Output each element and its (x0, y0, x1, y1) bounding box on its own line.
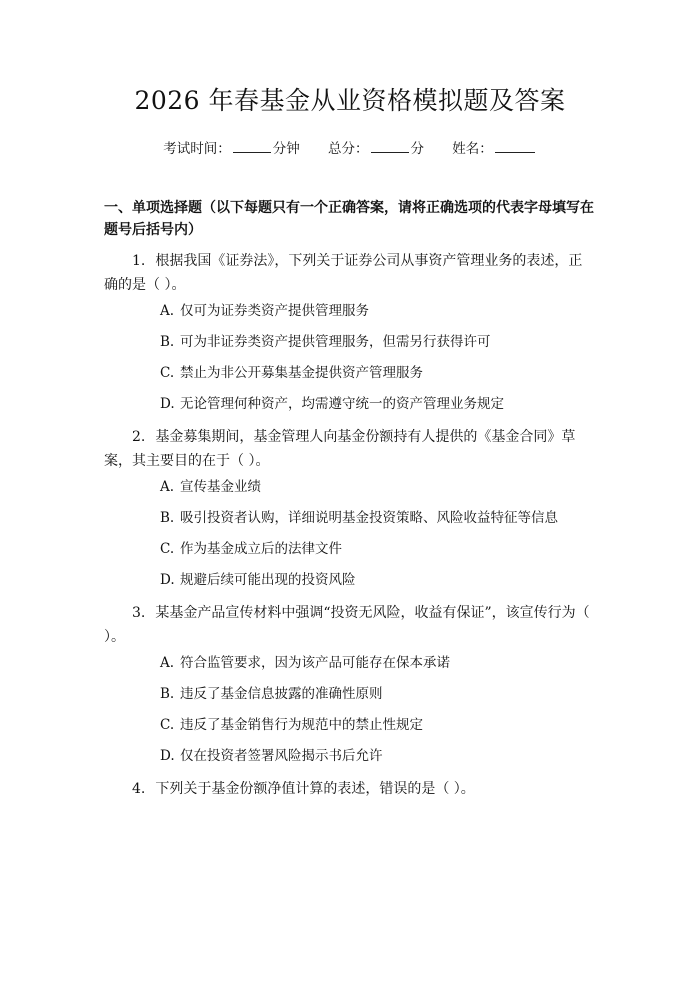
question-number: 4. (132, 781, 146, 797)
question-number: 3. (132, 605, 146, 621)
exam-name-blank (495, 138, 535, 153)
exam-time (163, 138, 300, 159)
option-letter: A. (160, 655, 175, 671)
exam-score-unit: 分 (410, 141, 424, 157)
option-letter: C. (160, 365, 175, 381)
page-title: 2026 年春基金从业资格模拟题及答案 (134, 86, 566, 115)
option-letter: A. (160, 303, 175, 319)
option-text: 规避后续可能出现的投资风险 (180, 572, 356, 588)
question-text (104, 777, 596, 801)
option-text: 作为基金成立后的法律文件 (180, 541, 342, 557)
option-text: 无论管理何种资产，均需遵守统一的资产管理业务规定 (180, 396, 504, 412)
exam-name (452, 138, 537, 159)
exam-meta (104, 138, 596, 159)
option-item (160, 715, 596, 735)
option-item (160, 477, 596, 497)
exam-page (0, 84, 700, 989)
option-letter: B. (160, 334, 175, 350)
option-text: 宣传基金业绩 (180, 479, 261, 495)
section-title: 一、单项选择题（以下每题只有一个正确答案，请将正确选项的代表字母填写在题号后括号内） (104, 200, 594, 238)
question-stem: 某基金产品宣传材料中强调“投资无风险，收益有保证”，该宣传行为（ ）。 (104, 605, 590, 645)
question-block (104, 249, 596, 414)
option-item (160, 746, 596, 766)
exam-score-blank (371, 138, 409, 153)
option-item (160, 394, 596, 414)
option-text: 吸引投资者认购，详细说明基金投资策略、风险收益特征等信息 (180, 510, 558, 526)
option-item (160, 508, 596, 528)
option-letter: C. (160, 717, 175, 733)
option-text: 仅在投资者签署风险揭示书后允许 (180, 748, 383, 764)
option-letter: D. (160, 572, 175, 588)
exam-time-label: 考试时间： (163, 141, 231, 157)
question-stem: 基金募集期间，基金管理人向基金份额持有人提供的《基金合同》草案，其主要目的在于（ ）。 (104, 429, 576, 469)
option-letter: B. (160, 510, 175, 526)
option-letter: C. (160, 541, 175, 557)
exam-time-blank (233, 138, 271, 153)
option-item (160, 570, 596, 590)
option-text: 禁止为非公开募集基金提供资产管理服务 (180, 365, 423, 381)
option-list (104, 301, 596, 414)
option-item (160, 301, 596, 321)
question-block (104, 425, 596, 590)
option-item (160, 539, 596, 559)
question-number: 1. (132, 253, 146, 269)
option-text: 违反了基金信息披露的准确性原则 (180, 686, 383, 702)
option-list (104, 653, 596, 766)
exam-score (328, 138, 424, 159)
question-number: 2. (132, 429, 146, 445)
option-text: 符合监管要求，因为该产品可能存在保本承诺 (180, 655, 450, 671)
question-text (104, 249, 596, 297)
question-text (104, 425, 596, 473)
option-list (104, 477, 596, 590)
option-text: 仅可为证券类资产提供管理服务 (180, 303, 369, 319)
option-letter: A. (160, 479, 175, 495)
option-item (160, 332, 596, 352)
exam-name-label: 姓名： (452, 141, 493, 157)
option-text: 可为非证券类资产提供管理服务，但需另行获得许可 (180, 334, 491, 350)
option-letter: B. (160, 686, 175, 702)
exam-time-unit: 分钟 (272, 141, 300, 157)
option-letter: D. (160, 396, 175, 412)
option-item (160, 684, 596, 704)
question-text (104, 601, 596, 649)
question-stem: 根据我国《证券法》，下列关于证券公司从事资产管理业务的表述，正确的是（ ）。 (104, 253, 583, 293)
question-block (104, 777, 596, 801)
option-letter: D. (160, 748, 175, 764)
question-stem: 下列关于基金份额净值计算的表述，错误的是（ ）。 (155, 781, 475, 797)
option-text: 违反了基金销售行为规范中的禁止性规定 (180, 717, 423, 733)
exam-score-label: 总分： (328, 141, 369, 157)
option-item (160, 653, 596, 673)
question-block (104, 601, 596, 766)
option-item (160, 363, 596, 383)
